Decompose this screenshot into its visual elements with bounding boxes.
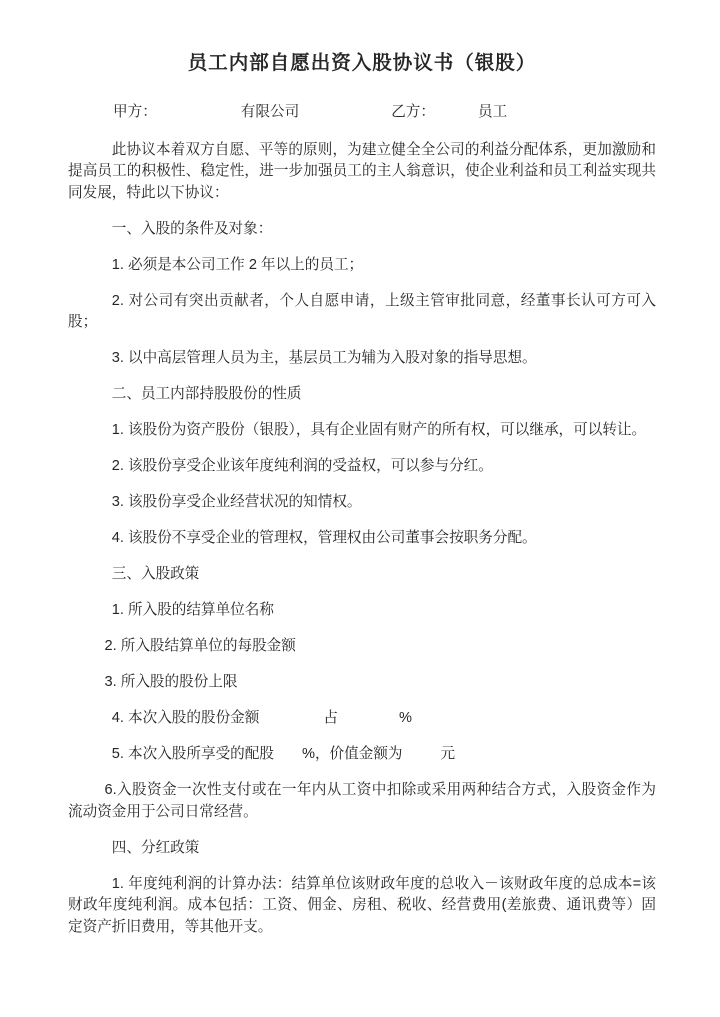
section-3-item-4 [68, 708, 656, 730]
party-b-label: 乙方： [391, 104, 435, 120]
section-3-item-6: 6.入股资金一次性支付或在一年内从工资中扣除或采用两种结合方式，入股资金作为流动资金用于公司日常经营。 [68, 782, 656, 820]
section-3-item-5 [68, 744, 656, 766]
section-3-item-1: 1. 所入股的结算单位名称 [111, 602, 274, 618]
party-b-value: 员工 [477, 104, 508, 120]
party-a-value: 有限公司 [240, 104, 300, 120]
item-4-mid: 占 [323, 710, 338, 726]
section-3-item-2: 2. 所入股结算单位的每股金额 [104, 638, 296, 654]
section-1-item-2: 2. 对公司有突出贡献者，个人自愿申请，上级主管审批同意，经董事长认可方可入股； [68, 292, 656, 330]
section-2-item-2: 2. 该股份享受企业该年度纯利润的受益权，可以参与分红。 [111, 458, 493, 474]
section-1-item-1: 1. 必须是本公司工作 2 年以上的员工； [111, 256, 364, 273]
intro-paragraph: 此协议本着双方自愿、平等的原则，为建立健全全公司的利益分配体系，更加激励和提高员工的积极性、稳定性，进一步加强员工的主人翁意识，使企业利益和员工利益实现共同发展，特此以下协议： [68, 141, 656, 201]
party-a-label: 甲方： [113, 104, 157, 120]
item-5-tail: 元 [440, 746, 456, 762]
section-3-item-3: 3. 所入股的股份上限 [104, 674, 238, 690]
item-4-tail: % [398, 710, 412, 726]
item-5-text: 5. 本次入股所享受的配股 [111, 746, 274, 762]
parties-line [68, 102, 656, 124]
section-4-heading: 四、分红政策 [111, 839, 200, 856]
item-4-text: 4. 本次入股的股份金额 [111, 710, 260, 726]
section-2-item-1: 1. 该股份为资产股份（银股），具有企业固有财产的所有权，可以继承，可以转让。 [111, 422, 647, 438]
section-4-item-1: 1. 年度纯利润的计算办法：结算单位该财政年度的总收入－该财政年度的总成本=该财政年度纯利润。成本包括：工资、佣金、房租、税收、经营费用(差旅费、通讯费等）固定资产折旧费用，等其他开支。 [68, 875, 656, 935]
section-2-heading: 二、员工内部持股股份的性质 [111, 386, 302, 402]
section-1-heading: 一、入股的条件及对象： [111, 220, 273, 237]
section-2-item-3: 3. 该股份享受企业经营状况的知情权。 [111, 494, 362, 510]
section-1-item-3: 3. 以中高层管理人员为主，基层员工为辅为入股对象的指导思想。 [111, 350, 537, 366]
section-2-item-4: 4. 该股份不享受企业的管理权，管理权由公司董事会按职务分配。 [111, 530, 537, 546]
page-title: 员工内部自愿出资入股协议书（银股） [187, 52, 537, 74]
section-3-heading: 三、入股政策 [111, 566, 200, 582]
item-5-mid: %，价值金额为 [301, 746, 403, 762]
